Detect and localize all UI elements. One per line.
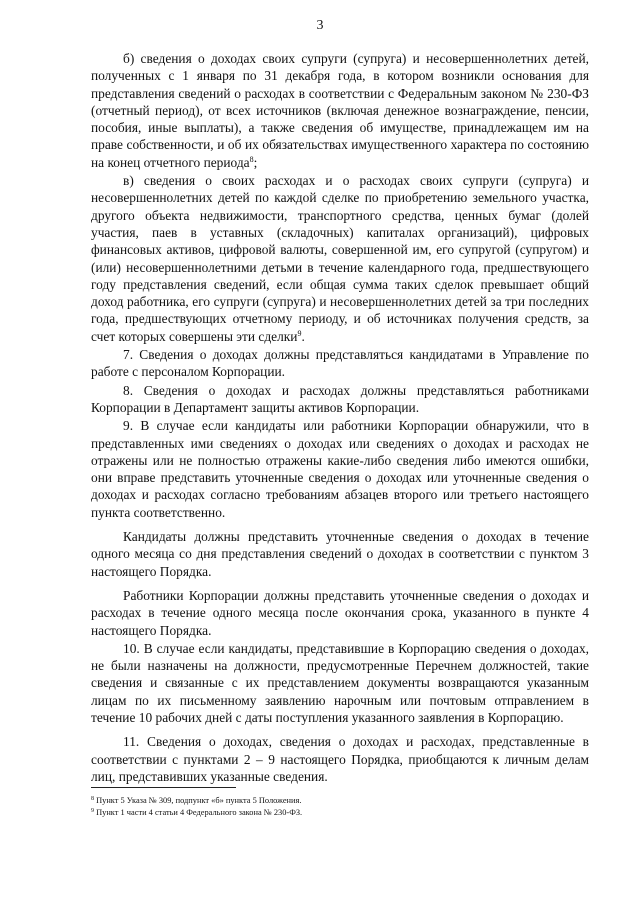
- footnote-9: $^9$ Пункт 1 части 4 статьи 4 Федерального закона № 230-ФЗ.: [91, 808, 303, 817]
- page-number: 3: [316, 18, 324, 33]
- footnote-8: $^8$ Пункт 5 Указа № 309, подпункт «б» пункта 5 Положения.: [91, 796, 302, 805]
- footnote-ref: 8: [249, 154, 254, 164]
- footnote-divider: [91, 787, 236, 788]
- paragraph-10: 10. В случае если кандидаты, представившие в Корпорацию сведения о доходах, не были назначены на должности, предусмотренные Перечнем должностей, такие сведения и связанные с их представлением документы возвращаются указанным лицам по их письменному заявлению нарочным или почтовым отправлением в течение 10 рабочих дней с даты поступления указанного заявления в Корпорацию.: [91, 640, 589, 725]
- paragraph-7: 7. Сведения о доходах должны представляться кандидатами в Управление по работе с персоналом Корпорации.: [91, 347, 589, 380]
- paragraph-9-employees: Работники Корпорации должны представить уточненные сведения о доходах и расходах в течение одного месяца после окончания срока, указанного в пункте 4 настоящего Порядка.: [91, 587, 589, 638]
- paragraph-11: 11. Сведения о доходах, сведения о доходах и расходах, представленные в соответствии с пунктами 2 – 9 настоящего Порядка, приобщаются к личным делам лиц, представивших указанные сведения.: [91, 734, 589, 784]
- footnotes: [91, 795, 589, 819]
- footnote-ref: 9: [297, 328, 302, 338]
- paragraph-9: 9. В случае если кандидаты или работники Корпорации обнаружили, что в представленных ими сведениях о доходах или сведениях о доходах и расходах не отражены или не полностью отражены какие-либо сведения либо имеются ошибки, они вправе представить уточненные сведения о доходах или уточненные сведения о доходах и расходах согласно требованиям абзацев второго или третьего настоящего пункта соответственно.: [91, 418, 589, 520]
- body-text: [91, 50, 589, 785]
- paragraph-b: б) сведения о доходах своих супруги (супруга) и несовершеннолетних детей, полученных с 1 января по 31 декабря года, в котором возникли основания для представления сведений о расходах в соответствии с Федеральным законом № 230-ФЗ (отчетный период), от всех источников (включая денежное вознаграждение, пенсии, пособия, иные выплаты), а также сведения об имуществе, принадлежащем им на праве собственности, и об их обязательствах имущественного характера по состоянию на конец отчетного периода$^8$;: [91, 51, 589, 170]
- paragraph-8: 8. Сведения о доходах и расходах должны представляться работниками Корпорации в Департамент защиты активов Корпорации.: [91, 382, 589, 415]
- paragraph-9-candidates: Кандидаты должны представить уточненные сведения о доходах в течение одного месяца со дня представления сведений о доходах в соответствии с пунктом 3 настоящего Порядка.: [91, 529, 589, 579]
- paragraph-v: в) сведения о своих расходах и о расходах своих супруги (супруга) и несовершеннолетних детей по каждой сделке по приобретению земельного участка, другого объекта недвижимости, транспортного средства, ценных бумаг (долей участия, паев в уставных (складочных) капиталах организаций), цифровых финансовых активов, цифровой валюты, совершенной им, его супругой (супругом) и (или) несовершеннолетними детьми в течение календарного года, предшествующего году представления сведений, если общая сумма таких сделок превышает общий доход работника, его супруги (супруга) и несовершеннолетних детей за три последних года, предшествующих отчетному периоду, и об источниках получения средств, за счет которых совершены эти сделки$^9$.: [91, 173, 589, 344]
